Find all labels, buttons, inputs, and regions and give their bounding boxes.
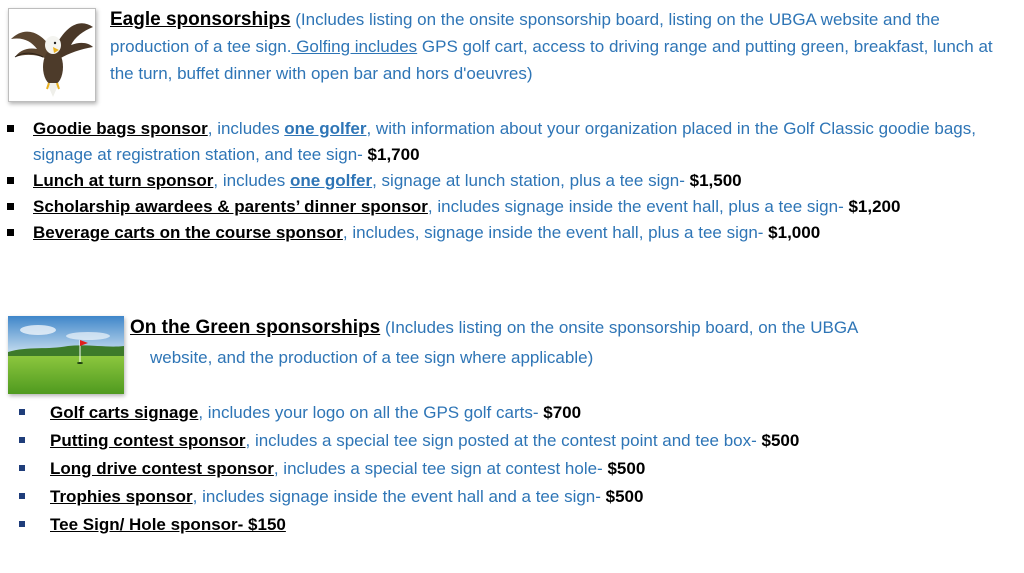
sponsor-name: Scholarship awardees & parents’ dinner sponsor [33,197,428,216]
eagle-sponsor-list [33,116,993,246]
eagle-icon [9,9,95,101]
list-item [50,511,990,539]
sponsor-name: Trophies sponsor [50,487,193,506]
eagle-section-header [110,6,1010,87]
sponsor-desc: , includes [207,119,285,138]
sponsor-desc: , includes, signage inside the event hall, plus a tee sign- [342,223,769,242]
eagle-section-title: Eagle sponsorships [110,9,291,30]
sponsor-price: $1,500 [689,171,742,190]
sponsor-desc: , signage at lunch station, plus a tee sign- [372,171,690,190]
green-section-header [130,313,1010,373]
list-item [33,116,993,168]
square-bullet-icon [19,465,25,471]
square-bullet-icon [19,521,25,527]
golf-course-icon [8,316,124,394]
sponsor-price: $1,200 [848,197,901,216]
square-bullet-icon [19,409,25,415]
sponsor-desc: , includes signage inside the event hall and a tee sign- [192,487,606,506]
sponsor-price: $1,000 [768,223,821,242]
sponsor-desc: , with information about your organization placed in the Golf Classic goodie bags, signage at registration station, and tee sign- [33,119,976,164]
sponsor-name: Golf carts signage [50,403,199,422]
sponsor-price: $1,700 [367,145,420,164]
golf-course-image [8,316,124,394]
sponsor-name: Putting contest sponsor [50,431,246,450]
sponsor-desc: , includes your logo on all the GPS golf carts- [198,403,544,422]
eagle-image [8,8,96,102]
square-bullet-icon [19,437,25,443]
sponsor-price: $500 [607,459,646,478]
eagle-section-desc-part1: (Includes listing on the onsite sponsorship board, listing on the UBGA website and the production of a tee sign. [110,10,940,56]
sponsor-desc: , includes signage inside the event hall, plus a tee sign- [427,197,849,216]
green-section-desc-line1: (Includes listing on the onsite sponsorship board, on the UBGA [380,318,859,337]
list-item [50,455,990,483]
one-golfer-link[interactable]: one golfer [289,171,373,190]
sponsor-name: Long drive contest sponsor [50,459,274,478]
sponsor-name: Beverage carts on the course sponsor [33,223,343,242]
square-bullet-icon [19,493,25,499]
green-sponsor-list [50,399,990,539]
list-item [33,194,993,220]
eagle-section-desc-part2: GPS golf cart, access to driving range and putting green, breakfast, lunch at the turn, buffet dinner with open bar and hors d'oeuvres) [110,37,993,83]
list-item [50,427,990,455]
sponsor-name: Goodie bags sponsor [33,119,208,138]
sponsor-price: $700 [543,403,582,422]
green-section-desc-line2: website, and the production of a tee sign where applicable) [150,348,594,367]
list-item [33,220,993,246]
square-bullet-icon [7,229,14,236]
list-item [33,168,993,194]
golfing-includes-label: Golfing includes [291,37,418,56]
sponsor-name: Lunch at turn sponsor [33,171,214,190]
green-section-title: On the Green sponsorships [130,317,381,338]
sponsor-price: $500 [605,487,644,506]
square-bullet-icon [7,177,14,184]
square-bullet-icon [7,125,14,132]
sponsor-name: Tee Sign/ Hole sponsor- $150 [50,515,286,534]
list-item [50,483,990,511]
sponsor-desc: , includes [213,171,290,190]
one-golfer-link[interactable]: one golfer [284,119,367,138]
square-bullet-icon [7,203,14,210]
sponsor-price: $500 [761,431,800,450]
sponsor-desc: , includes a special tee sign at contest hole- [273,459,608,478]
sponsor-desc: , includes a special tee sign posted at the contest point and tee box- [245,431,762,450]
list-item [50,399,990,427]
